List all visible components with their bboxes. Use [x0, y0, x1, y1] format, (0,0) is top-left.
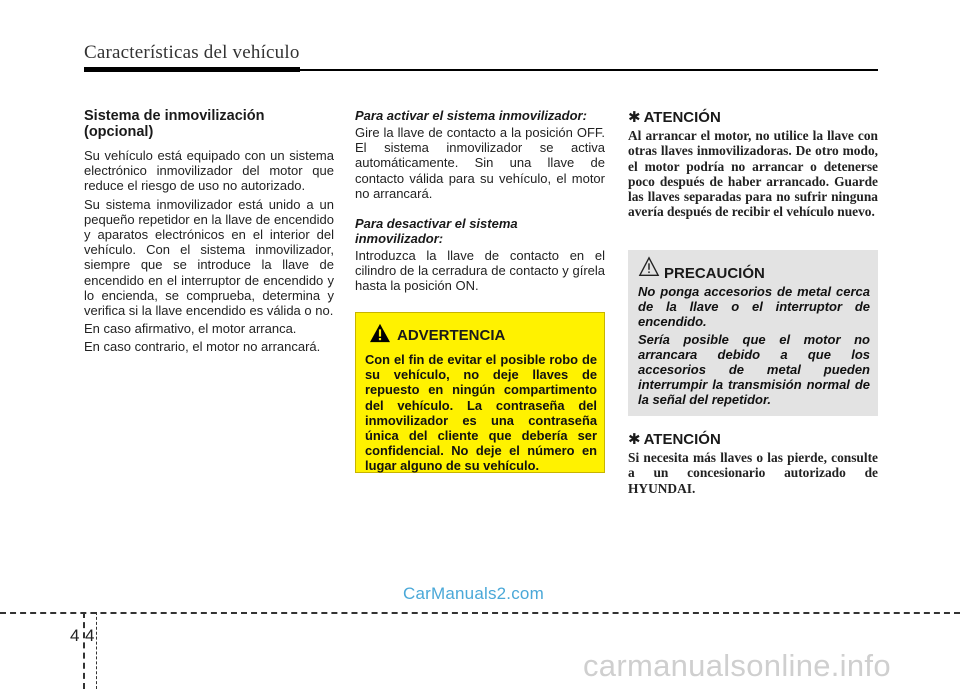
footer-divider — [96, 612, 97, 689]
footer-divider — [83, 612, 85, 689]
activate-text: Gire la llave de contacto a la posición OFF. El sistema inmovilizador se activa automáticamente. Sin una llave de contacto válida para su vehículo, el motor no arrancará. — [355, 125, 605, 201]
activate-heading: Para activar el sistema inmovilizador: — [355, 108, 587, 123]
column-attention — [628, 108, 878, 220]
deactivate-heading: Para desactivar el sistema inmovilizador: — [355, 216, 518, 247]
paragraph: En caso afirmativo, el motor arranca. — [84, 321, 297, 337]
watermark-text: carmanualsonline.info — [583, 648, 891, 683]
attention-title — [628, 430, 878, 448]
column-activation — [355, 108, 605, 297]
warning-title: ADVERTENCIA — [397, 327, 506, 344]
column-immobilizer-intro — [84, 108, 334, 358]
page-header-title: Características del vehículo — [84, 42, 300, 63]
warning-triangle-icon — [369, 323, 397, 348]
caution-paragraph: Sería posible que el motor no arrancara debido a que los accesorios de metal pueden interrumpir la transmisión normal de la señal del repetidor. — [638, 331, 870, 408]
paragraph: En caso contrario, el motor no arrancará. — [84, 339, 321, 355]
caution-box — [628, 250, 878, 416]
header-rule-thin — [300, 69, 878, 71]
deactivate-text: Introduzca la llave de contacto en el cilindro de la cerradura de contacto y gírela hasta la posición ON. — [355, 248, 605, 294]
caution-title: PRECAUCIÓN — [664, 265, 765, 282]
warning-box — [355, 312, 605, 473]
attention-title-text: ATENCIÓN — [643, 430, 721, 448]
attention-text: Al arrancar el motor, no utilice la llave con otras llaves inmovilizadoras. De otro modo, el motor podría no arrancar o detenerse poco después de haber arrancado. Guarde las llaves separadas para no sufrir ninguna avería después de recibir el vehículo nuevo. — [628, 128, 878, 220]
paragraph: Su sistema inmovilizador está unido a un pequeño repetidor en la llave de encendido y aparatos electrónicos en el interior del vehículo. Con el sistema inmovilizador, siempre que se introduce la llave de encendido en el interruptor de encendido y lo encienda, se comprueba, determina y verifica si la llave encendido es válida o no. — [84, 196, 334, 319]
page-chapter-number: 4 — [70, 626, 80, 645]
attention-title-text: ATENCIÓN — [643, 108, 721, 126]
warning-header — [369, 323, 597, 348]
attention-star-icon: ✱ — [628, 431, 641, 448]
column-attention-2 — [628, 430, 878, 496]
attention-text: Si necesita más llaves o las pierde, consulte a un concesionario autorizado de HYUNDAI. — [628, 450, 878, 496]
paragraph: Su vehículo está equipado con un sistema electrónico inmovilizador del motor que reduce el riesgo de uso no autorizado. — [84, 148, 334, 194]
caution-paragraph: No ponga accesorios de metal cerca de la llave o el interruptor de encendido. — [638, 284, 870, 330]
attention-star-icon: ✱ — [628, 109, 641, 126]
watermark-link[interactable]: CarManuals2.com — [403, 584, 544, 603]
page-number: 4 — [85, 626, 95, 645]
warning-text: Con el fin de evitar el posible robo de su vehículo, no deje llaves de repuesto en ningún compartimento del vehículo. La contraseña del inmovilizador es una contraseña única del cliente que debería ser confidencial. No deje el número en lugar alguno de su vehículo. — [365, 352, 597, 474]
caution-header — [638, 256, 870, 283]
header-rule-thick — [84, 67, 300, 72]
attention-title — [628, 108, 878, 126]
footer-dashed-rule — [0, 612, 960, 614]
section-title: Sistema de inmovilización (opcional) — [84, 108, 265, 140]
caution-triangle-icon — [638, 256, 664, 283]
